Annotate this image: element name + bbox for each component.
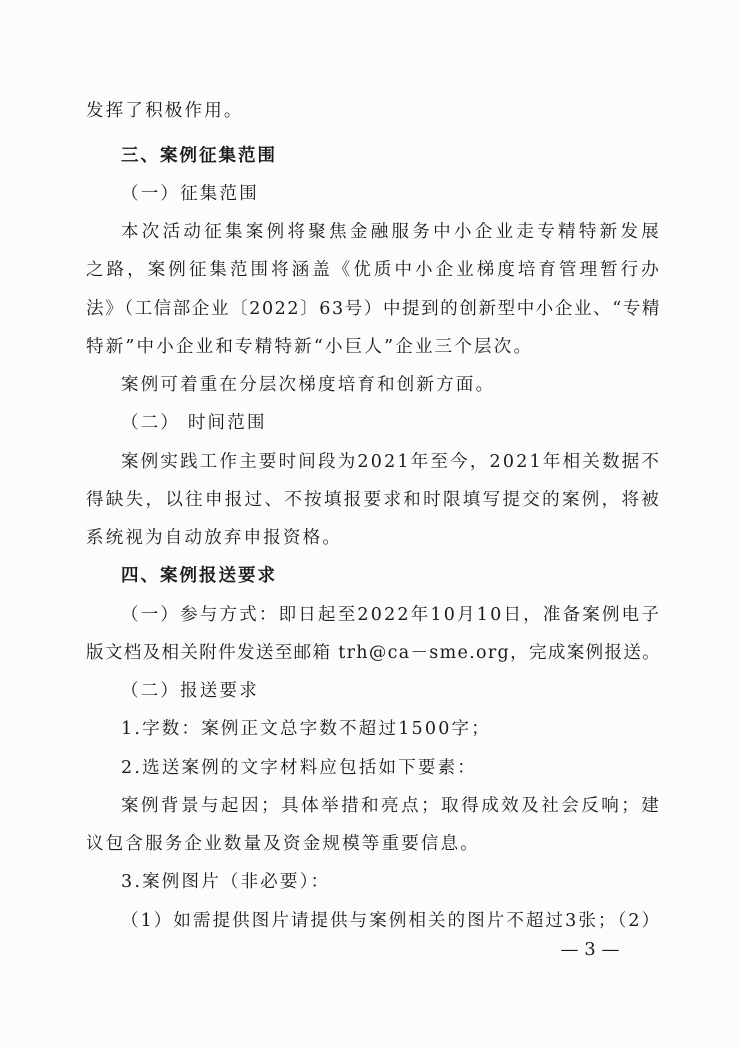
paragraph-line: 系统视为自动放弃申报资格。 bbox=[86, 528, 343, 548]
paragraph-line: 本次活动征集案例将聚焦金融服务中小企业走专精特新发展 bbox=[121, 222, 661, 242]
paragraph-line: 特新”中小企业和专精特新“小巨人”企业三个层次。 bbox=[86, 337, 534, 357]
paragraph-line: 法》（工信部企业〔2022〕63号）中提到的创新型中小企业、“专精 bbox=[86, 299, 661, 319]
page-number: — 3 — bbox=[560, 939, 620, 960]
paragraph-line: 案例实践工作主要时间段为2021年至今，2021年相关数据不 bbox=[121, 452, 662, 472]
paragraph-line: 之路，案例征集范围将涵盖《优质中小企业梯度培育管理暂行办 bbox=[86, 260, 661, 280]
paragraph-line: 得缺失，以往申报过、不按填报要求和时限填写提交的案例，将被 bbox=[86, 490, 661, 510]
paragraph-line: 议包含服务企业数量及资金规模等重要信息。 bbox=[86, 834, 480, 854]
list-item: 1.字数：案例正文总字数不超过1500字； bbox=[121, 719, 491, 739]
paragraph-line: （1）如需提供图片请提供与案例相关的图片不超过3张；（2） bbox=[121, 911, 661, 931]
paragraph-line: 案例可着重在分层次梯度培育和创新方面。 bbox=[121, 375, 496, 395]
subsection-heading: （二）报送要求 bbox=[121, 681, 259, 701]
list-item: 2.选送案例的文字材料应包括如下要素： bbox=[121, 758, 477, 778]
subsection-heading: （一）征集范围 bbox=[121, 184, 259, 204]
paragraph-line: 发挥了积极作用。 bbox=[86, 101, 244, 121]
paragraph-line: 案例背景与起因；具体举措和亮点；取得成效及社会反响；建 bbox=[121, 796, 661, 816]
section-heading-4: 四、案例报送要求 bbox=[121, 566, 277, 586]
paragraph-line: 版文档及相关附件发送至邮箱 trh@ca－sme.org，完成案例报送。 bbox=[86, 643, 661, 663]
subsection-heading: （二） 时间范围 bbox=[121, 413, 267, 433]
list-item: 3.案例图片（非必要）： bbox=[121, 872, 331, 892]
section-heading-3: 三、案例征集范围 bbox=[121, 146, 277, 166]
paragraph-line: （一）参与方式：即日起至2022年10月10日，准备案例电子 bbox=[121, 605, 662, 625]
